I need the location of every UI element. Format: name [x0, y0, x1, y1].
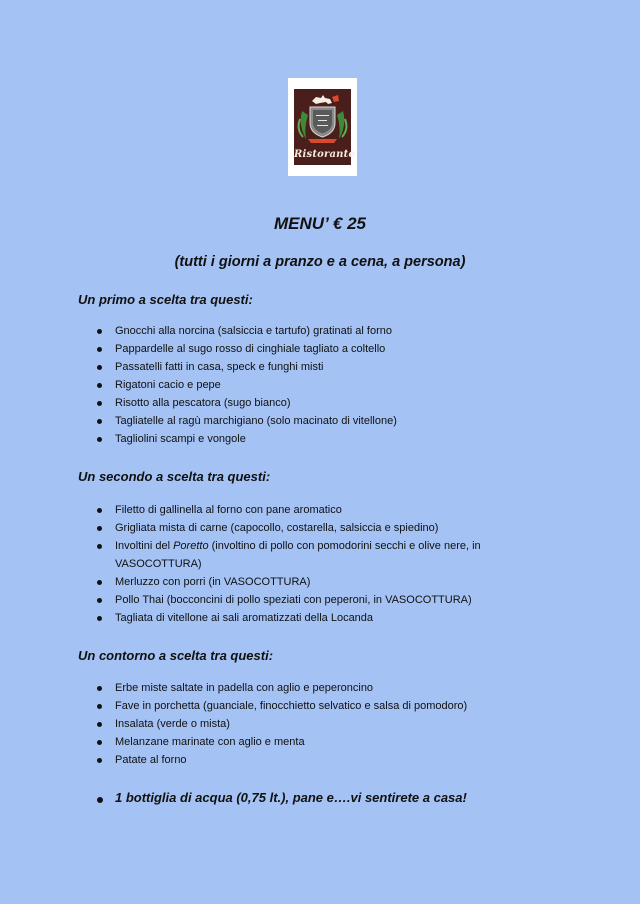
- section-heading-secondi: Un secondo a scelta tra questi:: [78, 469, 271, 484]
- list-item: Tagliata di vitellone ai sali aromatizzati della Locanda: [78, 609, 528, 627]
- list-item: Filetto di gallinella al forno con pane aromatico: [78, 501, 528, 519]
- list-secondi: [78, 501, 528, 627]
- list-primi: [78, 322, 528, 448]
- list-item: Patate al forno: [78, 751, 528, 769]
- section-heading-primi: Un primo a scelta tra questi:: [78, 292, 253, 307]
- list-item: Melanzane marinate con aglio e menta: [78, 733, 528, 751]
- list-item: Merluzzo con porri (in VASOCOTTURA): [78, 573, 528, 591]
- list-item: Grigliata mista di carne (capocollo, costarella, salsiccia e spiedino): [78, 519, 528, 537]
- section-heading-contorni: Un contorno a scelta tra questi:: [78, 648, 274, 663]
- list-item: Erbe miste saltate in padella con aglio e peperoncino: [78, 679, 528, 697]
- list-item: Pappardelle al sugo rosso di cinghiale tagliato a coltello: [78, 340, 528, 358]
- list-item: Tagliolini scampi e vongole: [78, 430, 528, 448]
- list-item: Gnocchi alla norcina (salsiccia e tartufo) gratinati al forno: [78, 322, 528, 340]
- footer-note: 1 bottiglia di acqua (0,75 lt.), pane e….vi sentirete a casa!: [115, 790, 467, 805]
- logo-label: Ristorante: [294, 149, 356, 160]
- list-item: Risotto alla pescatora (sugo bianco): [78, 394, 528, 412]
- list-contorni: [78, 679, 528, 769]
- menu-title: MENU’ € 25: [274, 214, 366, 233]
- list-item: Fave in porchetta (guanciale, finocchietto selvatico e salsa di pomodoro): [78, 697, 528, 715]
- logo-emblem: [294, 89, 356, 165]
- list-item: Insalata (verde o mista): [78, 715, 528, 733]
- list-item: Passatelli fatti in casa, speck e funghi misti: [78, 358, 528, 376]
- list-item: Tagliatelle al ragù marchigiano (solo macinato di vitellone): [78, 412, 528, 430]
- restaurant-logo: [288, 78, 357, 176]
- list-item: Pollo Thai (bocconcini di pollo speziati con peperoni, in VASOCOTTURA): [78, 591, 528, 609]
- menu-subtitle: (tutti i giorni a pranzo e a cena, a persona): [174, 254, 466, 270]
- list-item: Involtini del Poretto (involtino di pollo con pomodorini secchi e olive nere, in VASOCOTTURA): [78, 537, 528, 573]
- list-item: Rigatoni cacio e pepe: [78, 376, 528, 394]
